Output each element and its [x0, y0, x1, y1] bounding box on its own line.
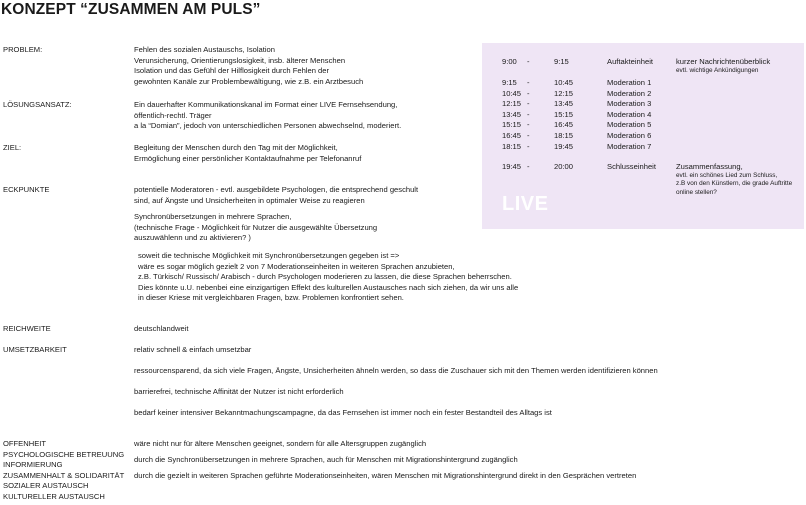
- schedule-subnote: online stellen?: [676, 188, 717, 196]
- goal-text: [134, 143, 361, 164]
- schedule-subnotes: [676, 172, 792, 197]
- problem-text: [134, 45, 363, 87]
- schedule-start: 9:15: [502, 78, 517, 87]
- values-line: durch die gezielt in weiteren Sprachen geführte Moderationseinheiten, wären Menschen mit Migrationshintergrund direkt in den Gesprächen vertreten: [134, 471, 637, 480]
- schedule-start: 9:00: [502, 57, 517, 66]
- schedule-dash: -: [527, 109, 530, 119]
- schedule-dash: -: [527, 88, 530, 98]
- cornerstones-line: z.B. Türkisch/ Russisch/ Arabisch - durch Psychologen moderieren zu lassen, die diese Sprachen beherrschen.: [138, 272, 512, 282]
- live-label: LIVE: [502, 193, 549, 215]
- reach-text: deutschlandweit: [134, 324, 189, 333]
- solution-text: [134, 100, 401, 132]
- cornerstones-line: soweit die technische Möglichkeit mit Synchronübersetzungen gegeben ist =>: [138, 251, 400, 260]
- schedule-start: 19:45: [502, 162, 522, 171]
- schedule-dash: -: [527, 120, 530, 130]
- value-item: SOZIALER AUSTAUSCH: [3, 481, 89, 491]
- problem-label: PROBLEM:: [3, 45, 43, 54]
- value-item: KULTURELLER AUSTAUSCH: [3, 491, 105, 501]
- value-item: PSYCHOLOGISCHE BETREUUNG: [3, 449, 125, 459]
- values-list: [3, 439, 124, 503]
- schedule-end: 20:00: [554, 162, 574, 171]
- solution-label: LÖSUNGSANSATZ:: [3, 100, 72, 109]
- schedule-unit: Moderation 7: [607, 141, 652, 151]
- schedule-unit: Schlusseinheit: [607, 162, 656, 171]
- schedule-dash: -: [527, 78, 530, 87]
- schedule-end: 15:15: [554, 109, 574, 119]
- feasibility-point: ressourcensparend, da sich viele Fragen, Ängste, Unsicherheiten ähneln werden, so dass die Zuschauer sich mit den Themen werden identifizieren können: [134, 366, 658, 375]
- feasibility-point: barrierefrei, technische Affinität der Nutzer ist nicht erforderlich: [134, 387, 344, 396]
- cornerstones-label: ECKPUNKTE: [3, 185, 50, 194]
- schedule-end: 16:45: [554, 120, 574, 130]
- schedule-dash: -: [527, 162, 530, 171]
- values-line: wäre nicht nur für ältere Menschen geeignet, sondern für alle Altersgruppen zugänglich: [134, 439, 427, 448]
- schedule-start: 10:45: [502, 88, 522, 98]
- schedule-unit: Moderation 4: [607, 109, 652, 119]
- goal-label: ZIEL:: [3, 143, 22, 152]
- cornerstones-line: Synchronübersetzungen in mehrere Sprachen,: [134, 212, 292, 221]
- feasibility-label: UMSETZBARKEIT: [3, 345, 67, 354]
- schedule-dash: -: [527, 99, 530, 109]
- schedule-unit: Auftakteinheit: [607, 57, 654, 66]
- schedule-start: 13:45: [502, 109, 522, 119]
- schedule-subnote: evtl. ein schönes Lied zum Schluss,: [676, 172, 778, 179]
- cornerstones-line: sind, auf Ängste und Unsicherheiten in optimaler Weise zu reagieren: [134, 195, 365, 205]
- cornerstones-line: potentielle Moderatoren - evtl. ausgebildete Psychologen, die entsprechend geschult: [134, 185, 419, 194]
- schedule-end: 13:45: [554, 99, 574, 109]
- solution-line: öffentlich-rechtl. Träger: [134, 110, 212, 120]
- schedule-start: 12:15: [502, 99, 522, 109]
- schedule-end: 9:15: [554, 57, 569, 66]
- values-line: durch die Synchronübersetzungen in mehrere Sprachen, auch für Menschen mit Migrationshintergrund zugänglich: [134, 455, 518, 464]
- schedule-note: Zusammenfassung,: [676, 162, 743, 171]
- schedule-start: 15:15: [502, 120, 522, 130]
- reach-label: REICHWEITE: [3, 324, 51, 333]
- schedule-unit: Moderation 6: [607, 131, 652, 140]
- schedule-dash: -: [527, 57, 530, 66]
- schedule-end: 10:45: [554, 78, 574, 87]
- problem-line: Isolation und das Gefühl der Hilflosigkeit durch Fehlen der: [134, 66, 330, 76]
- problem-line: gewohnten Kanäle zur Problembewältigung, wie z.B. ein Arztbesuch: [134, 76, 364, 86]
- schedule-end: 19:45: [554, 141, 574, 151]
- goal-line: Ermöglichung einer persönlicher Kontaktaufnahme per Telefonanruf: [134, 153, 362, 163]
- schedule-dash: -: [527, 141, 530, 151]
- schedule-subnote: evtl. wichtige Ankündigungen: [676, 67, 759, 74]
- cornerstones-block-3: [138, 251, 518, 304]
- schedule-end: 12:15: [554, 88, 574, 98]
- cornerstones-line: in dieser Kriese mit vergleichbaren Fragen, bzw. Problemen konfrontiert sehen.: [138, 293, 404, 303]
- cornerstones-line: Dies könnte u.U. nebenbei eine einzigartigen Effekt des kulturellen Austausches nach sich ziehen, da wir uns alle: [138, 282, 519, 292]
- schedule-note: kurzer Nachrichtenüberblick: [676, 57, 771, 66]
- problem-line: Verunsicherung, Orientierungslosigkeit, insb. älterer Menschen: [134, 55, 346, 65]
- cornerstones-block-2: [134, 212, 377, 244]
- solution-line: a la “Domian”, jedoch von unterschiedlichen Personen abwechselnd, moderiert.: [134, 121, 402, 131]
- value-item: INFORMIERUNG: [3, 460, 63, 470]
- cornerstones-line: (technische Frage - Möglichkeit für Nutzer die ausgewählte Übersetzung: [134, 222, 378, 232]
- value-item: ZUSAMMENHALT & SOLIDARITÄT: [3, 470, 125, 480]
- page-title: KONZEPT “ZUSAMMEN AM PULS”: [1, 1, 261, 18]
- problem-line: Fehlen des sozialen Austauschs, Isolation: [134, 45, 275, 54]
- cornerstones-line: wäre es sogar möglich gezielt 2 von 7 Moderationseinheiten in weiteren Sprachen anzubieten,: [138, 261, 455, 271]
- cornerstones-block-1: [134, 185, 418, 206]
- schedule-unit: Moderation 1: [607, 78, 652, 87]
- cornerstones-line: auszuwählenn und zu aktivieren? ): [134, 233, 251, 243]
- goal-line: Begleitung der Menschen durch den Tag mit der Möglichkeit,: [134, 143, 338, 152]
- feasibility-text: relativ schnell & einfach umsetzbar: [134, 345, 252, 354]
- solution-line: Ein dauerhafter Kommunikationskanal im Format einer LIVE Fernsehsendung,: [134, 100, 398, 109]
- feasibility-point: bedarf keiner intensiver Bekanntmachungscampagne, da das Fernsehen ist immer noch ein fester Bestandteil des Alltags ist: [134, 408, 552, 417]
- schedule-unit: Moderation 2: [607, 88, 652, 98]
- schedule-end: 18:15: [554, 131, 574, 140]
- schedule-start: 16:45: [502, 131, 522, 140]
- value-item: OFFENHEIT: [3, 439, 47, 448]
- schedule-unit: Moderation 3: [607, 99, 652, 109]
- schedule-unit: Moderation 5: [607, 120, 652, 130]
- schedule-subnote: z.B von den Künstlern, die grade Auftritte: [676, 180, 793, 188]
- schedule-start: 18:15: [502, 141, 522, 151]
- schedule-dash: -: [527, 131, 530, 140]
